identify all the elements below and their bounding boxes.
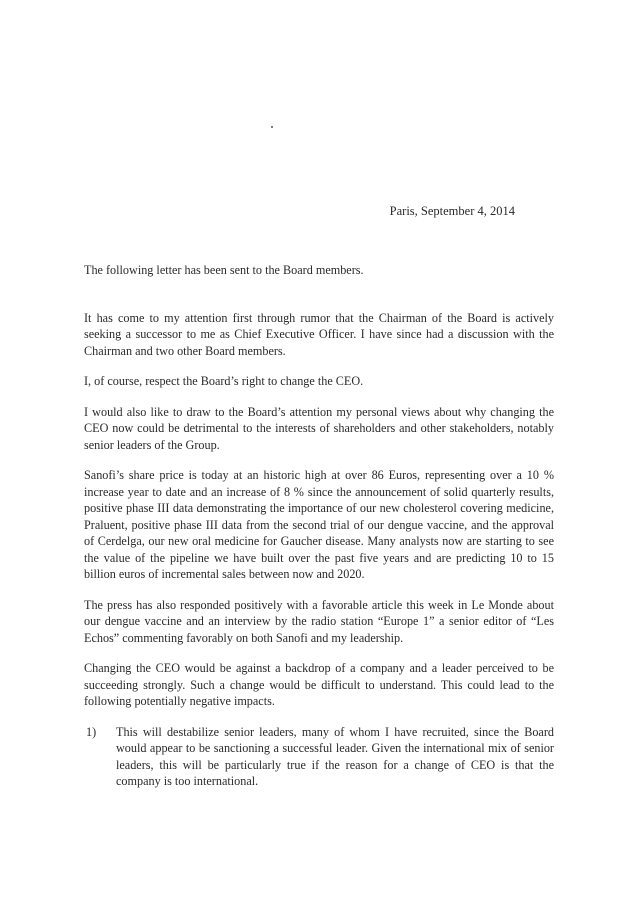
letter-body — [84, 262, 554, 790]
impact-list — [84, 724, 554, 790]
body-paragraph: I would also like to draw to the Board’s attention my personal views about why changing the CEO now could be detrimental to the interests of shareholders and other stakeholders, notably senior leaders of the Group. — [84, 404, 554, 452]
list-item — [84, 724, 554, 790]
list-item-number: 1) — [86, 724, 97, 739]
body-paragraph: It has come to my attention first through rumor that the Chairman of the Board is actively seeking a successor to me as Chief Executive Officer. I have since had a discussion with the Chairman and two other Board members. — [84, 310, 554, 358]
body-paragraph: Sanofi’s share price is today at an historic high at over 86 Euros, representing over a 10 % increase year to date and an increase of 8 % since the announcement of solid quarterly results, positive phase III data demonstrating the importance of our new cholesterol covering medicine, Praluent, positive phase III data from the second trial of our dengue vaccine, and the approval of Cerdelga, our new oral medicine for Gaucher disease. Many analysts now are starting to see the value of the pipeline we have built over the past five years and are predicting 10 to 15 billion euros of incremental sales between now and 2020. — [84, 468, 554, 581]
dateline: Paris, September 4, 2014 — [389, 204, 515, 218]
body-paragraph: I, of course, respect the Board’s right to change the CEO. — [84, 374, 364, 388]
body-paragraph: Changing the CEO would be against a backdrop of a company and a leader perceived to be succeeding strongly. Such a change would be difficult to understand. This could lead to the following potentially negative impacts. — [84, 661, 554, 708]
intro-paragraph: The following letter has been sent to the Board members. — [84, 263, 364, 277]
body-paragraph: The press has also responded positively with a favorable article this week in Le Monde about our dengue vaccine and an interview by the radio station “Europe 1” a senior editor of “Les Echos” commenting favorably on both Sanofi and my leadership. — [84, 597, 554, 645]
scan-speck — [271, 126, 273, 128]
list-item-text: This will destabilize senior leaders, many of whom I have recruited, since the Board would appear to be sanctioning a successful leader. Given the international mix of senior leaders, this will be particularly true if the reason for a change of CEO is that the company is too international. — [116, 724, 554, 788]
